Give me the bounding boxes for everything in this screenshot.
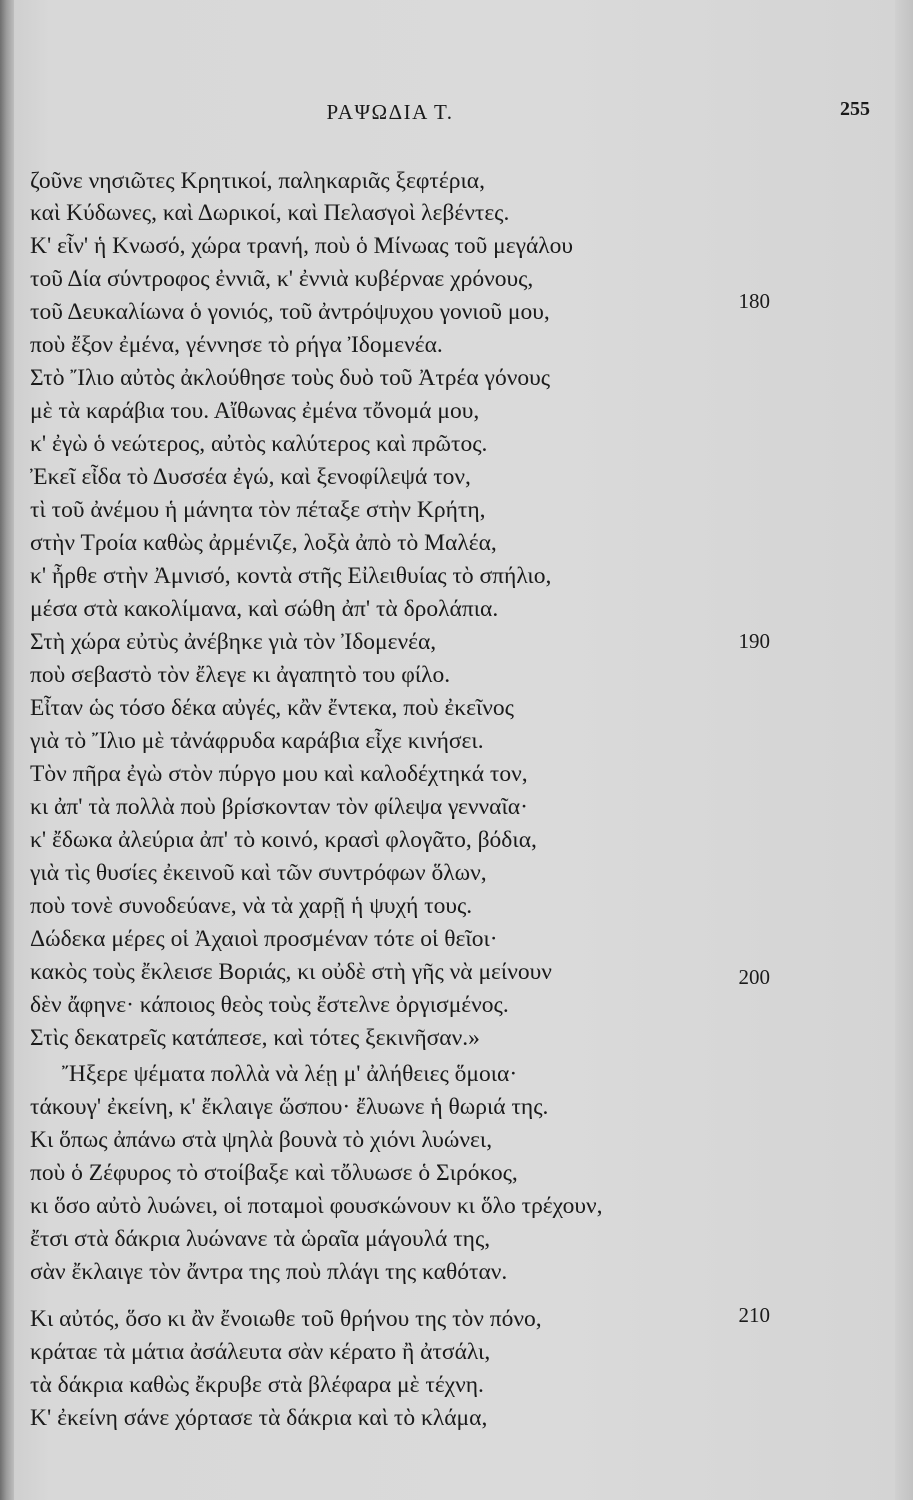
verse-line: κ' ἐγὼ ὁ νεώτερος, αὐτὸς καλύτερος καὶ πρῶτος.	[30, 431, 488, 457]
verse-line: καὶ Κύδωνες, καὶ Δωρικοί, καὶ Πελασγοὶ λεβέντες.	[30, 200, 510, 226]
verse-line: ποὺ ἔξον ἐμένα, γέννησε τὸ ρήγα Ἰδομενέα.	[30, 332, 443, 358]
verse-line: στὴν Τροία καθὼς ἀρμένιζε, λοξὰ ἀπὸ τὸ Μαλέα,	[30, 530, 497, 556]
verse-line: κράταε τὰ μάτια ἀσάλευτα σὰν κέρατο ἢ ἀτσάλι,	[30, 1339, 491, 1365]
verse-line: Δώδεκα μέρες οἱ Ἀχαιοὶ προσμέναν τότε οἱ θεῖοι·	[30, 926, 498, 952]
verse-line: τὰ δάκρια καθὼς ἔκρυβε στὰ βλέφαρα μὲ τέχνη.	[30, 1372, 484, 1398]
line-number: 190	[738, 629, 770, 653]
verse-line: τοῦ Δευκαλίωνα ὁ γονιός, τοῦ ἀντρόψυχου γονιοῦ μου,	[30, 299, 550, 325]
verse-line: Στὴ χώρα εὐτὺς ἀνέβηκε γιὰ τὸν Ἰδομενέα,	[30, 629, 437, 655]
verse-line: Κι ὅπως ἀπάνω στὰ ψηλὰ βουνὰ τὸ χιόνι λυώνει,	[30, 1127, 493, 1153]
verse-line: μὲ τὰ καράβια του. Αἴθωνας ἐμένα τὄνομά μου,	[30, 398, 480, 424]
verse-line: μέσα στὰ κακολίμανα, καὶ σώθη ἀπ' τὰ δρολάπια.	[30, 596, 499, 622]
verse-line: Στὸ Ἴλιο αὐτὸς ἀκλούθησε τοὺς δυὸ τοῦ Ἀτρέα γόνους	[30, 365, 551, 391]
verse-line: Κ' ἐκείνη σάνε χόρτασε τὰ δάκρια καὶ τὸ κλάμα,	[30, 1405, 488, 1431]
verse-line: κ' ἦρθε στὴν Ἀμνισό, κοντὰ στῆς Εἰλειθυίας τὸ σπήλιο,	[30, 563, 552, 589]
verse-line: κι ὅσο αὐτὸ λυώνει, οἱ ποταμοὶ φουσκώνουν κι ὅλο τρέχουν,	[30, 1193, 603, 1219]
line-number: 200	[738, 965, 770, 989]
verse-line: τάκουγ' ἐκείνη, κ' ἔκλαιγε ὥσπου· ἔλυωνε ἡ θωριά της.	[30, 1094, 549, 1120]
verse-line: Ἤξερε ψέματα πολλὰ νὰ λέῃ μ' ἀλήθειες ὅμοια·	[62, 1061, 518, 1087]
verse-line: Στὶς δεκατρεῖς κατάπεσε, καὶ τότες ξεκινῆσαν.»	[30, 1025, 480, 1051]
page-number: 255	[840, 98, 870, 120]
verse-line: Εἶταν ὡς τόσο δέκα αὐγές, κἂν ἔντεκα, ποὺ ἐκεῖνος	[30, 695, 514, 721]
verse-line: κακὸς τοὺς ἔκλεισε Βοριάς, κι οὐδὲ στὴ γῆς νὰ μείνουν	[30, 959, 552, 985]
verse-line: γιὰ τὶς θυσίες ἐκεινοῦ καὶ τῶν συντρόφων ὅλων,	[30, 860, 487, 886]
verse-line: κ' ἔδωκα ἀλεύρια ἀπ' τὸ κοινό, κρασὶ φλογᾶτο, βόδια,	[30, 827, 537, 853]
verse-line: σὰν ἔκλαιγε τὸν ἄντρα της ποὺ πλάγι της καθόταν.	[30, 1259, 508, 1285]
verse-line: ζοῦνε νησιῶτες Κρητικοί, παληκαριᾶς ξεφτέρια,	[30, 168, 485, 194]
verse-line: Κι αὐτός, ὅσο κι ἂν ἔνοιωθε τοῦ θρήνου της τὸν πόνο,	[30, 1306, 542, 1332]
line-number: 180	[738, 289, 770, 313]
verse-line: γιὰ τὸ Ἴλιο μὲ τἀνάφρυδα καράβια εἶχε κινήσει.	[30, 728, 484, 754]
verse-line: τὶ τοῦ ἀνέμου ἡ μάνητα τὸν πέταξε στὴν Κρήτη,	[30, 497, 486, 523]
line-number: 210	[738, 1303, 770, 1327]
running-head: ΡΑΨΩΔΙΑ Τ.	[326, 100, 454, 124]
verse-line: τοῦ Δία σύντροφος ἐννιᾶ, κ' ἐννιὰ κυβέρναε χρόνους,	[30, 266, 534, 292]
verse-line: Τὸν πῆρα ἐγὼ στὸν πύργο μου καὶ καλοδέχτηκά τον,	[30, 761, 528, 787]
verse-line: Κ' εἶν' ἡ Κνωσό, χώρα τρανή, ποὺ ὁ Μίνωας τοῦ μεγάλου	[30, 233, 574, 259]
verse-line: ἔτσι στὰ δάκρια λυώνανε τὰ ὡραῖα μάγουλά της,	[30, 1226, 491, 1252]
verse-line: κι ἀπ' τὰ πολλὰ ποὺ βρίσκονταν τὸν φίλεψα γενναῖα·	[30, 794, 528, 820]
verse-line: Ἐκεῖ εἶδα τὸ Δυσσέα ἐγώ, καὶ ξενοφίλεψά τον,	[30, 464, 471, 490]
verse-line: ποὺ τονὲ συνοδεύανε, νὰ τὰ χαρῇ ἡ ψυχή τους.	[30, 893, 473, 919]
verse-line: ποὺ ὁ Ζέφυρος τὸ στοίβαξε καὶ τὄλυωσε ὁ Σιρόκος,	[30, 1160, 518, 1186]
verse-line: ποὺ σεβαστὸ τὸν ἔλεγε κι ἀγαπητὸ του φίλο.	[30, 662, 451, 688]
verse-line: δὲν ἄφηνε· κάποιος θεὸς τοὺς ἔστελνε ὀργισμένος.	[30, 992, 509, 1018]
